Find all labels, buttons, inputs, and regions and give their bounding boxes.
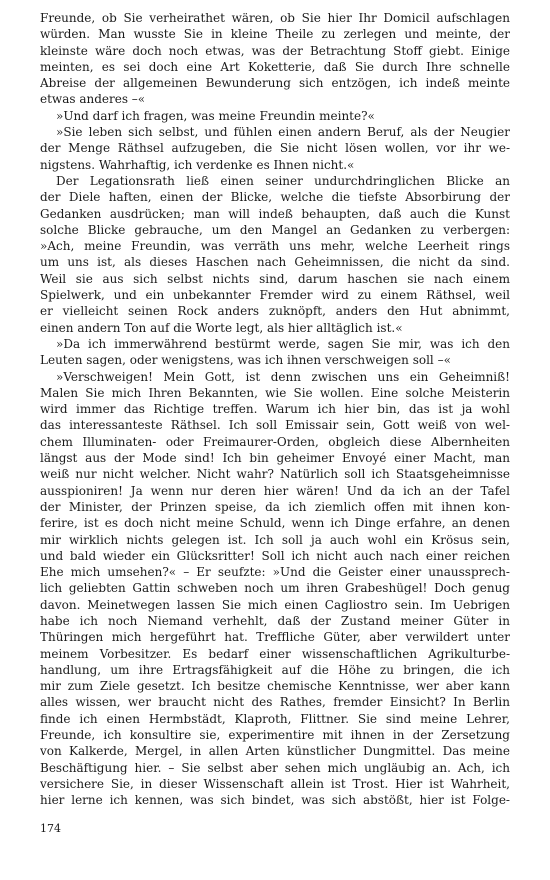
text-line: von Kalkerde, Mergel, in allen Arten künstlicher Dungmittel. Das meine (40, 744, 510, 759)
text-line: Abreise der allgemeinen Bewunderung sich entzögen, ich indeß meinte (40, 76, 510, 91)
text-line: meinten, es sei doch eine Art Koketterie, daß Sie durch Ihre schnelle (40, 59, 510, 74)
text-line: das interessanteste Räthsel. Ich soll Emissair sein, Gott weiß von wel- (40, 418, 510, 433)
text-line: ausspioniren! Ja wenn nur deren hier wären! Und da ich an der Tafel (40, 483, 510, 498)
text-line: längst aus der Mode sind! Ich bin geheimer Envoyé einer Macht, man (40, 451, 510, 466)
text-line: der Minister, der Prinzen speise, da ich ziemlich offen mit ihnen kon- (40, 499, 510, 514)
text-line: weiß nur nicht welcher. Nicht wahr? Natürlich soll ich Staatsgeheimnisse (40, 467, 510, 482)
text-line: mir zum Ziele gesetzt. Ich besitze chemische Kenntnisse, wer aber kann (40, 679, 510, 694)
text-line: würden. Man wusste Sie in kleine Theile zu zerlegen und meinte, der (40, 27, 510, 42)
text-line: nigstens. Wahrhaftig, ich verdenke es Ihnen nicht.« (40, 157, 355, 172)
text-line: versichere Sie, in dieser Wissenschaft allein ist Trost. Hier ist Wahrheit, (40, 776, 510, 791)
text-line: Weil sie aus sich selbst nichts sind, darum haschen sie nach einem (40, 271, 510, 286)
text-line: ferire, ist es doch nicht meine Schuld, wenn ich Dinge erfahre, an denen (40, 516, 510, 531)
text-line: alles wissen, wer braucht nicht des Rathes, fremder Einsicht? In Berlin (40, 695, 510, 710)
text-line: meinem Vorbesitzer. Es bedarf einer wissenschaftlichen Agrikulturbe- (40, 646, 510, 661)
text-line: finde ich einen Hermbstädt, Klaproth, Flittner. Sie sind meine Lehrer, (40, 711, 510, 726)
page-number: 174 (40, 822, 61, 835)
book-page-text (40, 10, 510, 809)
text-line: Beschäftigung hier. – Sie selbst aber sehen mich ungläubig an. Ach, ich (40, 760, 510, 775)
text-line: der Diele haften, einen der Blicke, welche die tiefste Absorbirung der (40, 190, 510, 205)
text-line: einen andern Ton auf die Worte legt, als hier alltäglich ist.« (40, 320, 403, 335)
text-line: Gedanken ausdrücken; man will indeß behaupten, daß auch die Kunst (40, 206, 510, 221)
text-line: der Menge Räthsel aufzugeben, die Sie nicht lösen wollen, vor ihr we- (40, 141, 510, 156)
text-line: »Sie leben sich selbst, und fühlen einen andern Beruf, als der Neugier (56, 125, 510, 140)
text-line: Leuten sagen, oder wenigstens, was ich ihnen verschweigen soll –« (40, 353, 451, 368)
text-line: handlung, um ihre Ertragsfähigkeit auf die Höhe zu bringen, die ich (40, 662, 510, 677)
text-line: lich geliebten Gattin schweben noch um ihren Grabeshügel! Doch genug (40, 581, 510, 596)
text-line: habe ich noch Niemand verhehlt, daß der Zustand meiner Güter in (40, 613, 510, 628)
text-line: und bald wieder ein Glücksritter! Soll ich nicht auch nach einer reichen (40, 548, 510, 563)
text-line: hier lerne ich kennen, was sich bindet, was sich abstößt, hier ist Folge- (40, 793, 510, 808)
text-line: Der Legationsrath ließ einen seiner undurchdringlichen Blicke an (56, 173, 510, 188)
text-line: solche Blicke gebrauche, um den Mangel an Gedanken zu verbergen: (40, 222, 510, 237)
text-line: »Da ich immerwährend bestürmt werde, sagen Sie mir, was ich den (56, 336, 510, 351)
text-line: mir wirklich nichts gelegen ist. Ich soll ja auch wohl ein Krösus sein, (40, 532, 510, 547)
text-line: Malen Sie mich Ihren Bekannten, wie Sie wollen. Eine solche Meisterin (40, 385, 510, 400)
text-line: »Ach, meine Freundin, was verräth uns mehr, welche Leerheit rings (40, 239, 510, 254)
text-line: Freunde, ich konsultire sie, experimentire mit ihnen in der Zersetzung (40, 728, 510, 743)
text-line: kleinste wäre doch noch etwas, was der Betrachtung Stoff giebt. Einige (40, 43, 510, 58)
text-line: »Verschweigen! Mein Gott, ist denn zwischen uns ein Geheimniß! (56, 369, 510, 384)
text-line: Freunde, ob Sie verheirathet wären, ob Sie hier Ihr Domicil aufschlagen (40, 11, 510, 25)
text-line: wird immer das Richtige treffen. Warum ich hier bin, das ist ja wohl (40, 402, 510, 417)
text-line: »Und darf ich fragen, was meine Freundin meinte?« (56, 108, 375, 123)
text-line: chem Illuminaten- oder Freimaurer-Orden, obgleich diese Albernheiten (40, 434, 510, 449)
text-line: Thüringen mich hergeführt hat. Treffliche Güter, aber verwildert unter (40, 630, 510, 645)
text-line: Ehe mich umsehen?« – Er seufzte: »Und die Geister einer unaussprech- (40, 565, 510, 580)
text-line: Spielwerk, und ein unbekannter Fremder wird zu einem Räthsel, weil (40, 288, 510, 303)
text-line: davon. Meinetwegen lassen Sie mich einen Cagliostro sein. Im Uebrigen (40, 597, 510, 612)
text-line: etwas anderes –« (40, 92, 146, 107)
text-line: um uns ist, als dieses Haschen nach Geheimnissen, die nicht da sind. (40, 255, 510, 270)
text-line: er vielleicht seinen Rock anders zuknöpft, anders den Hut abnimmt, (40, 304, 510, 319)
